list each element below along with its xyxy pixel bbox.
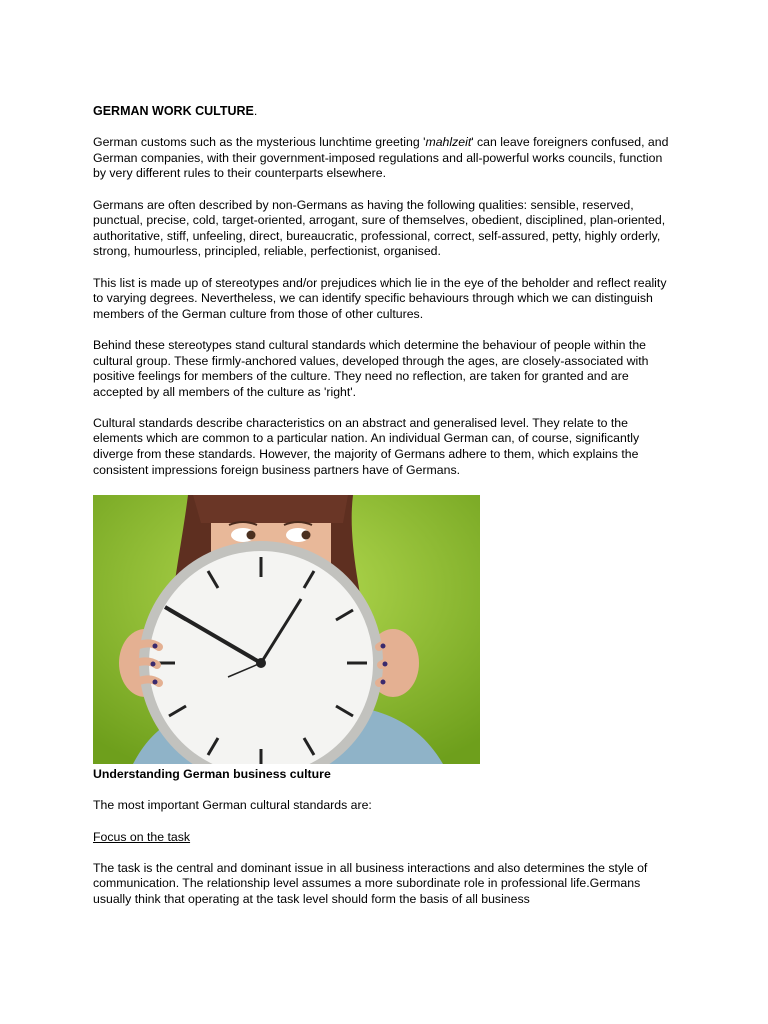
paragraph-cultural-standards: Behind these stereotypes stand cultural standards which determine the behaviour of people within the cultural group. These firmly-anchored values, developed through the ages, are closely-associated with positive feelings for members of the culture. They need no reflection, are taken for granted and are accepted by all members of the culture as 'right'.	[93, 337, 649, 399]
left-pupil	[247, 531, 256, 540]
clock-photo	[93, 495, 480, 764]
document-body	[93, 104, 675, 908]
document-title	[93, 104, 675, 120]
intro-line: The most important German cultural standards are:	[93, 798, 372, 813]
paragraph-task-focus: The task is the central and dominant issue in all business interactions and also determines the style of communication. The relationship level assumes a more subordinate role in professional life.Germans usually think that operating at the task level should form the basis of all business	[93, 860, 648, 906]
section-heading: Understanding German business culture	[93, 767, 331, 782]
paragraph-abstract-level: Cultural standards describe characteristics on an abstract and generalised level. They relate to the elements which are common to a particular nation. An individual German can, of course, significantly diverge from these standards. However, the majority of Germans adhere to them, which explains the consistent impressions foreign business partners have of Germans.	[93, 415, 640, 477]
title-text: GERMAN WORK CULTURE	[93, 104, 254, 118]
paragraph-intro-end: ' can leave foreigners confused, and German companies, with their government-imposed regulations and all-powerful works councils, function by very different rules to their counterparts elsewhere.	[93, 135, 669, 181]
paragraph-qualities: Germans are often described by non-Germans as having the following qualities: sensible, reserved, punctual, precise, cold, target-oriented, arrogant, sure of themselves, obedient, disciplined, plan-oriented, authoritative, stiff, unfeeling, direct, bureaucratic, professional, correct, self-assured, petty, highly orderly, strong, humourless, principled, reliable, perfectionist, organised.	[93, 197, 666, 259]
subheading-focus-on-task: Focus on the task	[93, 829, 191, 844]
paragraph-intro-start: German customs such as the mysterious lunchtime greeting '	[93, 135, 426, 150]
clock-center	[256, 658, 266, 668]
paragraph-stereotypes: This list is made up of stereotypes and/or prejudices which lie in the eye of the beholder and reflect reality to varying degrees. Nevertheless, we can identify specific behaviours through which we can distinguish members of the German culture from those of other cultures.	[93, 275, 667, 321]
title-period: .	[253, 104, 258, 118]
bangs	[193, 495, 348, 523]
right-pupil	[302, 531, 311, 540]
paragraph-intro	[93, 135, 675, 182]
mahlzeit-term: mahlzeit	[425, 135, 472, 150]
